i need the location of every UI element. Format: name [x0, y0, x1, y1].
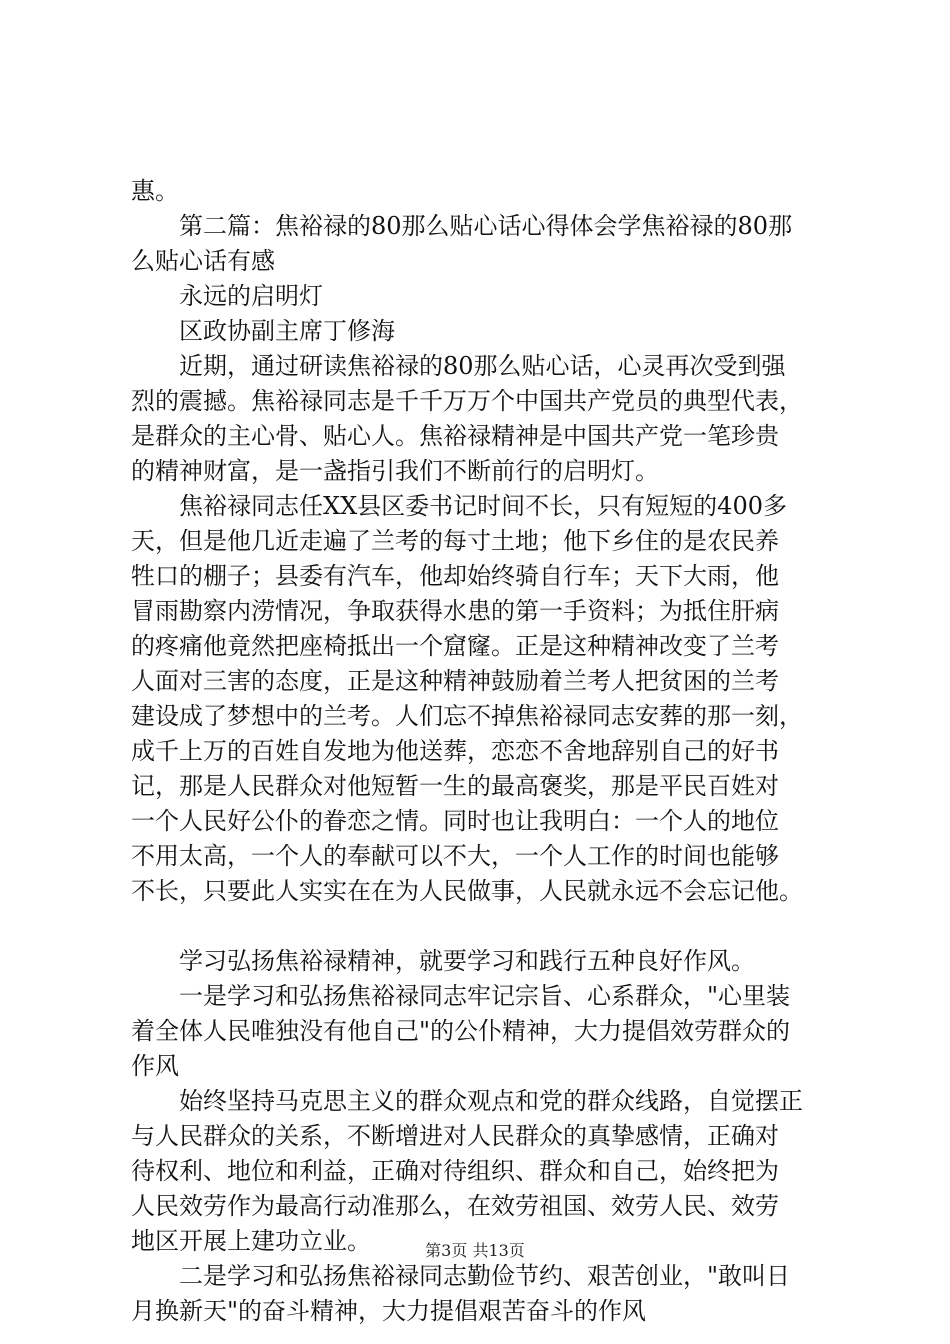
text-line: 是群众的主心骨、贴心人。焦裕禄精神是中国共产党一笔珍贵	[131, 422, 779, 450]
text-line: 永远的启明灯	[179, 282, 323, 310]
text-line: 近期，通过研读焦裕禄的80那么贴心话，心灵再次受到强	[179, 352, 786, 380]
blank-line	[131, 909, 831, 944]
text-line: 二是学习和弘扬焦裕禄同志勤俭节约、艰苦创业，"敢叫日	[179, 1262, 791, 1290]
text-line: 记，那是人民群众对他短暂一生的最高褒奖，那是平民百姓对	[131, 772, 779, 800]
text-line: 焦裕禄同志任XX县区委书记时间不长，只有短短的400多	[179, 492, 787, 520]
text-line: 地区开展上建功立业。	[131, 1227, 371, 1255]
text-line: 人面对三害的态度，正是这种精神鼓励着兰考人把贫困的兰考	[131, 667, 779, 695]
text-line: 人民效劳作为最高行动准那么，在效劳祖国、效劳人民、效劳	[131, 1192, 779, 1220]
text-line: 着全体人民唯独没有他自己"的公仆精神，大力提倡效劳群众的	[131, 1017, 791, 1045]
text-line: 烈的震撼。焦裕禄同志是千千万万个中国共产党员的典型代表，	[131, 387, 803, 415]
text-line: 一个人民好公仆的眷恋之情。同时也让我明白：一个人的地位	[131, 807, 779, 835]
text-line: 的疼痛他竟然把座椅抵出一个窟窿。正是这种精神改变了兰考	[131, 632, 779, 660]
document-body	[131, 174, 831, 1329]
text-line: 冒雨勘察内涝情况，争取获得水患的第一手资料；为抵住肝病	[131, 597, 779, 625]
text-line: 月换新天"的奋斗精神，大力提倡艰苦奋斗的作风	[131, 1297, 647, 1325]
text-line: 始终坚持马克思主义的群众观点和党的群众线路，自觉摆正	[179, 1087, 803, 1115]
text-line: 惠。	[131, 177, 179, 205]
text-line: 区政协副主席丁修海	[179, 317, 395, 345]
page-number-footer: 第3页 共13页	[425, 1241, 525, 1260]
text-line: 成千上万的百姓自发地为他送葬，恋恋不舍地辞别自己的好书	[131, 737, 779, 765]
text-line: 不用太高，一个人的奉献可以不大，一个人工作的时间也能够	[131, 842, 779, 870]
text-line: 的精神财富，是一盏指引我们不断前行的启明灯。	[131, 457, 659, 485]
text-line: 与人民群众的关系，不断增进对人民群众的真挚感情，正确对	[131, 1122, 779, 1150]
text-line: 么贴心话有感	[131, 247, 275, 275]
text-line: 天，但是他几近走遍了兰考的每寸土地；他下乡住的是农民养	[131, 527, 779, 555]
text-line: 一是学习和弘扬焦裕禄同志牢记宗旨、心系群众，"心里装	[179, 982, 791, 1010]
text-line: 作风	[131, 1052, 179, 1080]
text-line: 学习弘扬焦裕禄精神，就要学习和践行五种良好作风。	[179, 947, 755, 975]
text-line: 待权利、地位和利益，正确对待组织、群众和自己，始终把为	[131, 1157, 779, 1185]
text-line: 第二篇：焦裕禄的80那么贴心话心得体会学焦裕禄的80那	[179, 212, 793, 240]
text-line: 建设成了梦想中的兰考。人们忘不掉焦裕禄同志安葬的那一刻，	[131, 702, 803, 730]
text-line: 牲口的棚子；县委有汽车，他却始终骑自行车；天下大雨，他	[131, 562, 779, 590]
text-line: 不长，只要此人实实在在为人民做事，人民就永远不会忘记他。	[131, 877, 803, 905]
